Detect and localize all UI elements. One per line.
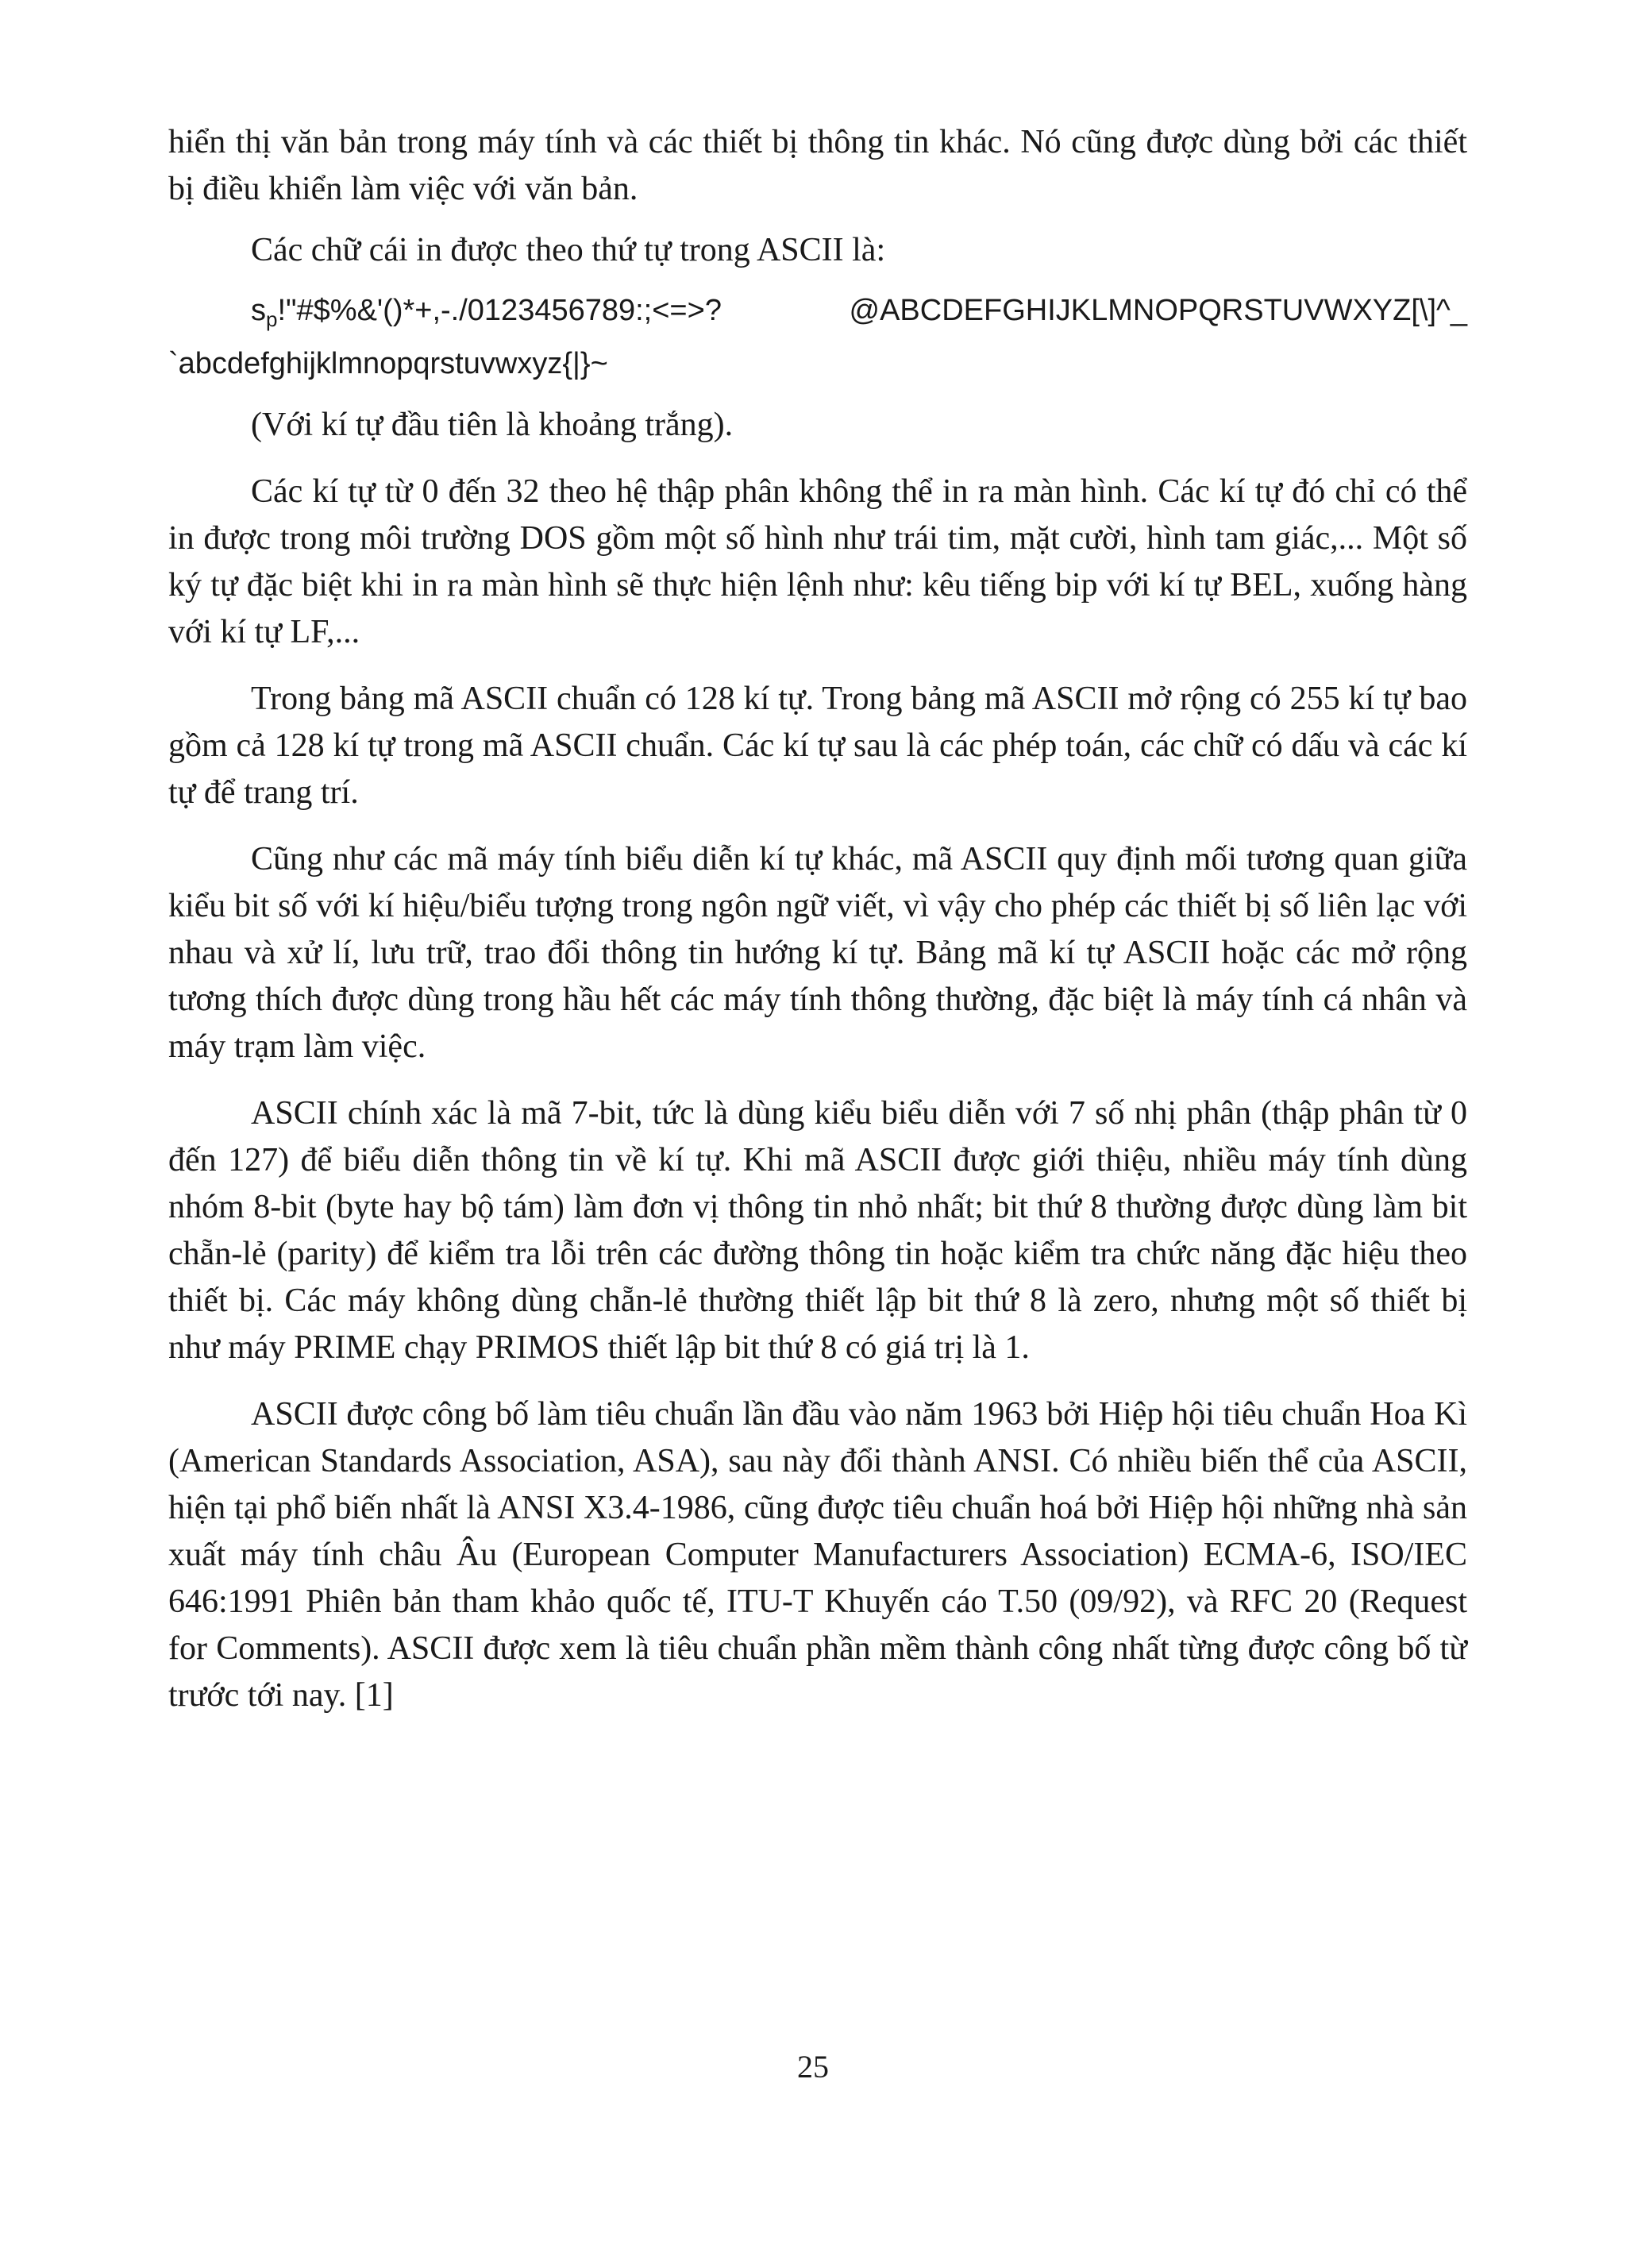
paragraph-continuation: hiển thị văn bản trong máy tính và các thiết bị thông tin khác. Nó cũng được dùng bởi các thiết bị điều khiển làm việc với văn bản.: [168, 124, 1467, 207]
paragraph-ascii-mapping: Cũng như các mã máy tính biểu diễn kí tự khác, mã ASCII quy định mối tương quan giữa kiểu bit số với kí hiệu/biểu tượng trong ngôn ngữ viết, vì vậy cho phép các thiết bị số liên lạc với nhau và xử lí, lưu trữ, trao đổi thông tin hướng kí tự. Bảng mã kí tự ASCII hoặc các mở rộng tương thích được dùng trong hầu hết các máy tính thông thường, đặc biệt là máy tính cá nhân và máy trạm làm việc.: [168, 841, 1467, 1065]
space-symbol-subscript: p: [266, 307, 278, 331]
paragraph-ascii-standard-extended: Trong bảng mã ASCII chuẩn có 128 kí tự. Trong bảng mã ASCII mở rộng có 255 kí tự bao gồm cả 128 kí tự trong mã ASCII chuẩn. Các kí tự sau là các phép toán, các chữ có dấu và các kí tự để trang trí.: [168, 681, 1467, 811]
paragraph-space-note: (Với kí tự đầu tiên là khoảng trắng).: [251, 407, 734, 443]
paragraph-ascii-intro: Các chữ cái in được theo thứ tự trong ASCII là:: [251, 232, 886, 268]
ascii-line-1: [168, 288, 1467, 341]
page-number: 25: [797, 2049, 829, 2085]
paragraph-control-chars: Các kí tự từ 0 đến 32 theo hệ thập phân không thể in ra màn hình. Các kí tự đó chỉ có thể in được trong môi trường DOS gồm một số hình như trái tim, mặt cười, hình tam giác,... Một số ký tự đặc biệt khi in ra màn hình sẽ thực hiện lệnh như: kêu tiếng bip với kí tự BEL, xuống hàng với kí tự LF,...: [168, 473, 1467, 650]
ascii-line-2: [168, 341, 1467, 386]
space-symbol: s: [251, 294, 266, 327]
ascii-printable-characters: [168, 288, 1467, 386]
ascii-lowercase: `abcdefghijklmnopqrstuvwxyz{|}~: [168, 347, 608, 380]
ascii-uppercase: @ABCDEFGHIJKLMNOPQRSTUVWXYZ[\]^_: [849, 294, 1467, 327]
ascii-punct-digits: !"#$%&'()*+,-./0123456789:;<=>?: [277, 294, 722, 327]
page-body: [168, 119, 1467, 1739]
paragraph-history: ASCII được công bố làm tiêu chuẩn lần đầu vào năm 1963 bởi Hiệp hội tiêu chuẩn Hoa Kì (American Standards Association, ASA), sau này đổi thành ANSI. Có nhiều biến thể của ASCII, hiện tại phổ biến nhất là ANSI X3.4-1986, cũng được tiêu chuẩn hoá bởi Hiệp hội những nhà sản xuất máy tính châu Âu (European Computer Manufacturers Association) ECMA-6, ISO/IEC 646:1991 Phiên bản tham khảo quốc tế, ITU-T Khuyến cáo T.50 (09/92), và RFC 20 (Request for Comments). ASCII được xem là tiêu chuẩn phần mềm thành công nhất từng được công bố từ trước tới nay. [1]: [168, 1396, 1467, 1714]
paragraph-7-bit: ASCII chính xác là mã 7-bit, tức là dùng kiểu biểu diễn với 7 số nhị phân (thập phân từ 0 đến 127) để biểu diễn thông tin về kí tự. Khi mã ASCII được giới thiệu, nhiều máy tính dùng nhóm 8-bit (byte hay bộ tám) làm đơn vị thông tin nhỏ nhất; bit thứ 8 thường được dùng làm bit chẵn-lẻ (parity) để kiểm tra lỗi trên các đường thông tin hoặc kiểm tra chức năng đặc hiệu theo thiết bị. Các máy không dùng chẵn-lẻ thường thiết lập bit thứ 8 là zero, nhưng một số thiết bị như máy PRIME chạy PRIMOS thiết lập bit thứ 8 có giá trị là 1.: [168, 1095, 1467, 1366]
ascii-segment-1: [251, 288, 722, 341]
